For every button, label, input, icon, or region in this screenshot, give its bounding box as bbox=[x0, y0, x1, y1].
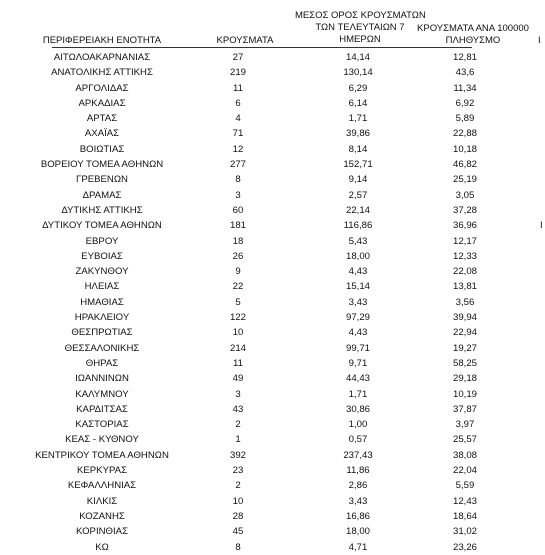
cell-cases: 11 bbox=[233, 82, 243, 94]
cell-cases: 10 bbox=[232, 495, 244, 507]
cell-avg7: 9,71 bbox=[348, 357, 368, 369]
cell-avg7: 3,43 bbox=[348, 296, 368, 308]
cell-region: ΚΕΦΑΛΛΗΝΙΑΣ bbox=[67, 480, 137, 492]
cell-cases: 28 bbox=[232, 510, 244, 522]
header-per100k bbox=[408, 23, 538, 47]
cell-region: ΑΙΤΩΛΟΑΚΑΡΝΑΝΙΑΣ bbox=[53, 52, 151, 63]
cell-per100k: 37,87 bbox=[452, 403, 477, 415]
table-row bbox=[0, 126, 545, 141]
cell-avg7: 97,29 bbox=[345, 312, 370, 324]
cell-avg7: 4,71 bbox=[348, 541, 368, 553]
cell-avg7: 3,43 bbox=[348, 495, 368, 507]
cell-per100k: 12,33 bbox=[452, 250, 477, 262]
cell-region: ΑΡΚΑΔΙΑΣ bbox=[78, 97, 126, 109]
cell-cases: 219 bbox=[229, 67, 246, 79]
header-cases: ΚΡΟΥΣΜΑΤΑ bbox=[216, 35, 274, 46]
cell-per100k: 22,08 bbox=[452, 266, 477, 278]
cell-avg7: 8,14 bbox=[348, 143, 368, 155]
cell-cases: 60 bbox=[232, 204, 244, 216]
table-row bbox=[0, 279, 545, 294]
cell-avg7: 39,86 bbox=[345, 128, 370, 140]
cell-region: ΑΡΤΑΣ bbox=[86, 113, 118, 125]
cell-cases: 10 bbox=[232, 327, 244, 339]
table-row bbox=[0, 310, 545, 325]
cell-cases: 4 bbox=[235, 113, 241, 125]
cell-per100k: 12,43 bbox=[452, 495, 477, 507]
cell-region: ΘΕΣΠΡΩΤΙΑΣ bbox=[71, 327, 133, 339]
cell-per100k: 3,56 bbox=[455, 296, 475, 308]
cell-region: ΖΑΚΥΝΘΟΥ bbox=[75, 266, 129, 278]
cell-cases: 27 bbox=[232, 52, 244, 63]
cell-per100k: 31,02 bbox=[452, 526, 477, 538]
cell-region: ΑΧΑΪΑΣ bbox=[84, 128, 120, 140]
table-row bbox=[0, 341, 545, 356]
cell-avg7: 2,86 bbox=[348, 480, 368, 492]
cell-per100k: 36,96 bbox=[452, 220, 477, 232]
cell-cases: 12 bbox=[232, 143, 244, 155]
cell-per100k: 37,28 bbox=[452, 204, 477, 216]
cell-region: ΔΥΤΙΚΗΣ ΑΤΤΙΚΗΣ bbox=[61, 204, 143, 216]
cell-avg7: 18,00 bbox=[345, 526, 370, 538]
cell-per100k: 10,19 bbox=[452, 388, 477, 400]
cell-avg7: 0,57 bbox=[348, 434, 368, 446]
cell-per100k: 10,18 bbox=[452, 143, 477, 155]
cell-avg7: 22,14 bbox=[345, 204, 370, 216]
cell-per100k: 22,04 bbox=[452, 465, 477, 477]
table-row bbox=[0, 234, 545, 249]
cell-per100k: 22,88 bbox=[452, 128, 477, 140]
cell-region: ΑΝΑΤΟΛΙΚΗΣ ΑΤΤΙΚΗΣ bbox=[51, 67, 153, 79]
table-row bbox=[0, 295, 545, 310]
cell-avg7: 1,71 bbox=[348, 113, 368, 125]
cell-avg7: 14,14 bbox=[345, 52, 370, 63]
table-row bbox=[0, 540, 545, 555]
cell-cases: 122 bbox=[229, 312, 246, 324]
cell-avg7: 9,14 bbox=[348, 174, 368, 186]
cell-region: ΚΟΡΙΝΘΙΑΣ bbox=[75, 526, 129, 538]
cell-cases: 181 bbox=[229, 220, 246, 232]
table-row bbox=[0, 96, 545, 111]
cell-region: ΓΡΕΒΕΝΩΝ bbox=[76, 174, 128, 186]
cell-avg7: 4,43 bbox=[348, 266, 368, 278]
cell-cases: 277 bbox=[229, 159, 246, 171]
table-row bbox=[0, 218, 545, 233]
cell-avg7: 44,43 bbox=[345, 373, 370, 385]
cell-region: ΙΩΑΝΝΙΝΩΝ bbox=[75, 373, 129, 385]
cell-per100k: 25,57 bbox=[452, 434, 477, 446]
cell-region: ΚΙΛΚΙΣ bbox=[86, 495, 118, 507]
cell-per100k: 5,59 bbox=[455, 480, 475, 492]
cell-cases: 6 bbox=[235, 97, 241, 109]
table-row bbox=[0, 387, 545, 402]
table-row bbox=[0, 325, 545, 340]
cell-cases: 3 bbox=[235, 388, 241, 400]
cell-avg7: 152,71 bbox=[343, 159, 373, 171]
cell-region: ΘΗΡΑΣ bbox=[85, 357, 119, 369]
cell-avg7: 16,86 bbox=[345, 510, 370, 522]
cell-cases: 392 bbox=[229, 449, 246, 461]
cell-region: ΘΕΣΣΑΛΟΝΙΚΗΣ bbox=[64, 342, 140, 354]
cell-avg7: 15,14 bbox=[345, 281, 370, 293]
table-row bbox=[0, 50, 545, 65]
cell-avg7: 30,86 bbox=[345, 403, 370, 415]
cell-cases: 45 bbox=[232, 526, 244, 538]
cell-per100k: 5,89 bbox=[455, 113, 475, 125]
table-row bbox=[0, 172, 545, 187]
table-row bbox=[0, 524, 545, 539]
cell-avg7: 2,57 bbox=[348, 189, 368, 201]
table-row bbox=[0, 448, 545, 463]
cell-avg7: 116,86 bbox=[343, 220, 373, 232]
cell-per100k: 12,81 bbox=[452, 52, 477, 63]
cell-cases: 18 bbox=[232, 235, 244, 247]
cell-per100k: 39,94 bbox=[452, 312, 477, 324]
table-row bbox=[0, 249, 545, 264]
cell-avg7: 11,86 bbox=[346, 465, 370, 477]
cell-cases: 5 bbox=[235, 296, 241, 308]
table-row bbox=[0, 264, 545, 279]
cell-avg7: 1,71 bbox=[348, 388, 368, 400]
table-row bbox=[0, 509, 545, 524]
header-avg7-line3: ΗΜΕΡΩΝ bbox=[339, 34, 381, 45]
cell-cases: 8 bbox=[235, 174, 241, 186]
table-row bbox=[0, 188, 545, 203]
table-row bbox=[0, 142, 545, 157]
header-cut-off-column: Ι bbox=[538, 35, 541, 46]
cell-cases: 3 bbox=[235, 189, 241, 201]
cell-avg7: 18,00 bbox=[345, 250, 370, 262]
cell-region: ΒΟΡΕΙΟΥ ΤΟΜΕΑ ΑΘΗΝΩΝ bbox=[40, 159, 164, 171]
cell-cases: 214 bbox=[229, 342, 246, 354]
cell-cases: 71 bbox=[232, 128, 244, 140]
cell-region: ΑΡΓΟΛΙΔΑΣ bbox=[75, 82, 129, 94]
cell-region: ΚΕΡΚΥΡΑΣ bbox=[76, 465, 127, 477]
cell-region: ΔΡΑΜΑΣ bbox=[82, 189, 122, 201]
table-row bbox=[0, 494, 545, 509]
cell-per100k: 6,92 bbox=[455, 97, 475, 109]
cell-region: ΔΥΤΙΚΟΥ ΤΟΜΕΑ ΑΘΗΝΩΝ bbox=[42, 220, 162, 232]
cell-cases: 23 bbox=[232, 465, 244, 477]
cell-region: ΚΑΛΥΜΝΟΥ bbox=[75, 388, 129, 400]
cell-region: ΚΟΖΑΝΗΣ bbox=[79, 510, 125, 522]
data-table bbox=[0, 50, 545, 555]
cell-region: ΕΒΡΟΥ bbox=[85, 235, 119, 247]
cell-avg7: 5,43 bbox=[348, 235, 368, 247]
cell-avg7: 130,14 bbox=[343, 67, 373, 79]
cell-cases: 22 bbox=[232, 281, 244, 293]
header-avg7 bbox=[295, 10, 425, 46]
cell-avg7: 99,71 bbox=[345, 342, 370, 354]
table-row bbox=[0, 463, 545, 478]
cell-per100k: 18,64 bbox=[452, 510, 477, 522]
table-row bbox=[0, 111, 545, 126]
cell-avg7: 237,43 bbox=[343, 449, 373, 461]
cell-region: ΕΥΒΟΙΑΣ bbox=[81, 250, 123, 262]
header-per100k-line2: ΠΛΗΘΥΣΜΟ bbox=[445, 35, 501, 46]
cell-region: ΗΜΑΘΙΑΣ bbox=[80, 296, 124, 308]
cell-cases: 11 bbox=[233, 357, 243, 369]
cell-cases: 26 bbox=[232, 250, 244, 262]
cell-region: ΚΕΑΣ - ΚΥΘΝΟΥ bbox=[65, 434, 139, 446]
table-row bbox=[0, 402, 545, 417]
cell-avg7: 4,43 bbox=[348, 327, 368, 339]
cell-per100k: 29,18 bbox=[452, 373, 477, 385]
cell-region: ΚΑΣΤΟΡΙΑΣ bbox=[75, 419, 129, 431]
cell-cases: 8 bbox=[235, 541, 241, 553]
header-region: ΠΕΡΙΦΕΡΕΙΑΚΗ ΕΝΟΤΗΤΑ bbox=[42, 35, 162, 46]
cell-per100k: 12,17 bbox=[452, 235, 477, 247]
cell-per100k: 43,6 bbox=[455, 67, 475, 79]
cell-avg7: 1,00 bbox=[348, 419, 368, 431]
cell-per100k: 3,97 bbox=[455, 419, 475, 431]
table-row bbox=[0, 65, 545, 80]
cell-per100k: 46,82 bbox=[452, 159, 477, 171]
cell-avg7: 6,29 bbox=[348, 82, 368, 94]
header-avg7-line1: ΜΕΣΟΣ ΟΡΟΣ ΚΡΟΥΣΜΑΤΩΝ bbox=[295, 10, 426, 21]
header-avg7-line2: ΤΩΝ ΤΕΛΕΥΤΑΙΩΝ 7 bbox=[315, 22, 405, 33]
cell-per100k: 22,94 bbox=[452, 327, 477, 339]
table-row bbox=[0, 478, 545, 493]
cell-per100k: 3,05 bbox=[455, 189, 475, 201]
cell-per100k: 23,26 bbox=[452, 541, 477, 553]
cell-per100k: 25,19 bbox=[452, 174, 477, 186]
table-row bbox=[0, 356, 545, 371]
cell-per100k: 58,25 bbox=[452, 357, 477, 369]
table-row bbox=[0, 432, 545, 447]
cell-cases: 49 bbox=[232, 373, 244, 385]
cell-cases: 9 bbox=[235, 266, 241, 278]
cell-cases: 1 bbox=[235, 434, 241, 446]
table-row bbox=[0, 417, 545, 432]
table-row bbox=[0, 203, 545, 218]
cell-per100k: 38,08 bbox=[452, 449, 477, 461]
table-row bbox=[0, 81, 545, 96]
cell-per100k: 19,27 bbox=[452, 342, 477, 354]
cell-avg7: 6,14 bbox=[348, 97, 368, 109]
cell-cases: 2 bbox=[235, 480, 241, 492]
cell-cases: 43 bbox=[232, 403, 244, 415]
cell-cases: 2 bbox=[235, 419, 241, 431]
header-underline bbox=[52, 47, 472, 48]
cell-region: ΚΩ bbox=[95, 541, 109, 553]
cell-per100k: 13,81 bbox=[452, 281, 477, 293]
cell-per100k: 11,34 bbox=[453, 82, 477, 94]
cell-cut-off: Ι bbox=[540, 220, 543, 232]
table-row bbox=[0, 157, 545, 172]
header-per100k-line1: ΚΡΟΥΣΜΑΤΑ ΑΝΑ 100000 bbox=[417, 23, 529, 34]
table-row bbox=[0, 371, 545, 386]
cell-region: ΚΑΡΔΙΤΣΑΣ bbox=[76, 403, 128, 415]
cell-region: ΗΡΑΚΛΕΙΟΥ bbox=[74, 312, 130, 324]
cell-region: ΚΕΝΤΡΙΚΟΥ ΤΟΜΕΑ ΑΘΗΝΩΝ bbox=[35, 449, 169, 461]
cell-region: ΗΛΕΙΑΣ bbox=[84, 281, 120, 293]
cell-region: ΒΟΙΩΤΙΑΣ bbox=[79, 143, 125, 155]
